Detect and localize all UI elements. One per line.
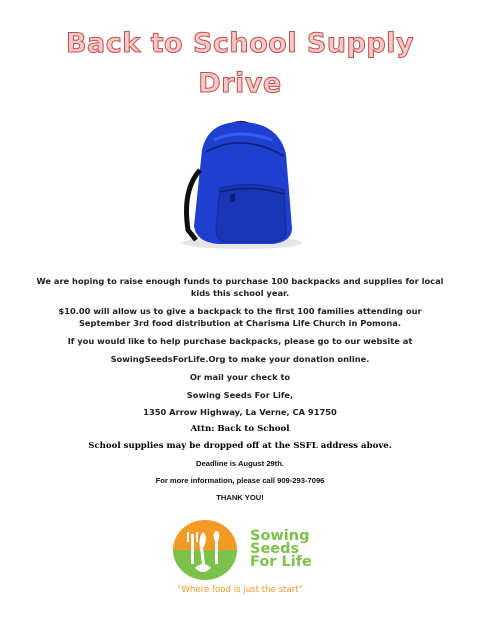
thank-you-text: THANK YOU! [216,493,264,502]
body-p1-line1: We are hoping to raise enough funds to purchase 100 backpacks and supplies for local [36,276,444,286]
info-phone-text: For more information, please call 909-293-7096 [155,476,325,485]
logo-tagline: “Where food is just the start” [176,585,304,595]
body-p3-line2: SowingSeedsForLife.Org to make your donation online. [110,354,370,364]
body-p3-line1: If you would like to help purchase backpacks, please go to our website at [67,336,413,346]
body-p2-line1: $10.00 will allow us to give a backpack to the first 100 families attending our [58,306,422,316]
logo-line1: Sowing [250,528,310,544]
backpack-image [160,110,320,260]
logo-line3: For Life [250,554,312,570]
org-name: Sowing Seeds For Life, [186,390,294,400]
body-p2-line2: September 3rd food distribution at Charisma Life Church in Pomona. [78,318,402,328]
logo-wordmark [250,530,312,569]
dropoff-note: School supplies may be dropped off at the SSFL address above. [88,441,392,451]
body-p1-line2: kids this school year. [190,288,290,298]
attn-line: Attn: Back to School [190,424,290,434]
mail-intro: Or mail your check to [189,372,291,382]
deadline-text: Deadline is August 29th. [196,459,284,468]
logo-line2: Seeds [250,541,300,557]
mailing-address: 1350 Arrow Highway, La Verne, CA 91750 [143,407,337,417]
flyer-title-line2: Drive [198,68,282,99]
flyer-title-line1: Back to School Supply [65,28,415,59]
